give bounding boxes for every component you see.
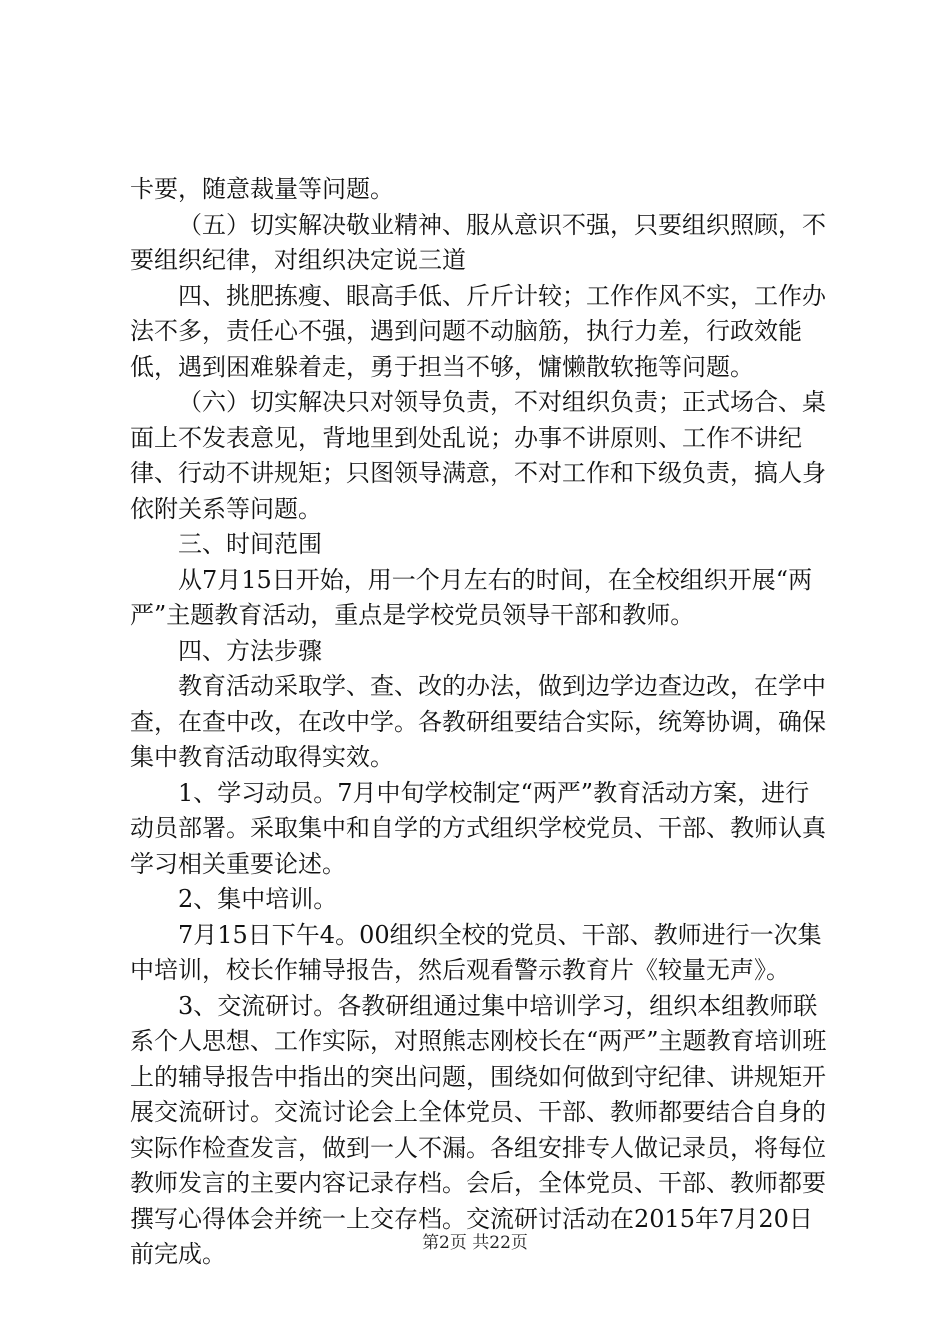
paragraph-method: 教育活动采取学、查、改的办法，做到边学边查边改，在学中查，在查中改，在改中学。各教研组要结合实际，统筹协调，确保集中教育活动取得实效。 — [130, 672, 826, 771]
paragraph-point-4: 四、挑肥拣瘦、眼高手低、斤斤计较；工作作风不实，工作办法不多，责任心不强，遇到问题不动脑筋，执行力差，行政效能低，遇到困难躲着走，勇于担当不够，慵懒散软拖等问题。 — [130, 281, 826, 381]
paragraph-continuation: 卡要，随意裁量等问题。 — [130, 175, 394, 203]
paragraph-item-5: （五）切实解决敬业精神、服从意识不强，只要组织照顾，不要组织纪律，对组织决定说三道 — [130, 210, 826, 274]
paragraph-item-6: （六）切实解决只对领导负责，不对组织负责；正式场合、桌面上不发表意见，背地里到处乱说；办事不讲原则、工作不讲纪律、行动不讲规矩；只图领导满意，不对工作和下级负责，搞人身依附关系等问题。 — [130, 388, 826, 523]
paragraph-time-range: 从7月15日开始，用一个月左右的时间，在全校组织开展“两严”主题教育活动，重点是学校党员领导干部和教师。 — [130, 565, 813, 629]
document-body — [130, 172, 830, 1273]
heading-method-steps: 四、方法步骤 — [178, 636, 322, 665]
heading-time-range: 三、时间范围 — [178, 530, 322, 558]
paragraph-step-2: 2、集中培训。 — [178, 885, 338, 913]
paragraph-training: 7月15日下午4。00组织全校的党员、干部、教师进行一次集中培训，校长作辅导报告，然后观看警示教育片《较量无声》。 — [130, 920, 822, 984]
paragraph-step-1: 1、学习动员。7月中旬学校制定“两严”教育活动方案，进行动员部署。采取集中和自学的方式组织学校党员、干部、教师认真学习相关重要论述。 — [130, 778, 826, 878]
page-footer: 第2页 共22页 — [422, 1233, 528, 1253]
paragraph-step-3: 3、交流研讨。各教研组通过集中培训学习，组织本组教师联系个人思想、工作实际，对照熊志刚校长在“两严”主题教育培训班上的辅导报告中指出的突出问题，围绕如何做到守纪律、讲规矩开展交流研讨。交流讨论会上全体党员、干部、教师都要结合自身的实际作检查发言，做到一人不漏。各组安排专人做记录员，将每位教师发言的主要内容记录存档。会后，全体党员、干部、教师都要撰写心得体会并统一上交存档。交流研讨活动在2015年7月20日前完成。 — [130, 991, 827, 1268]
